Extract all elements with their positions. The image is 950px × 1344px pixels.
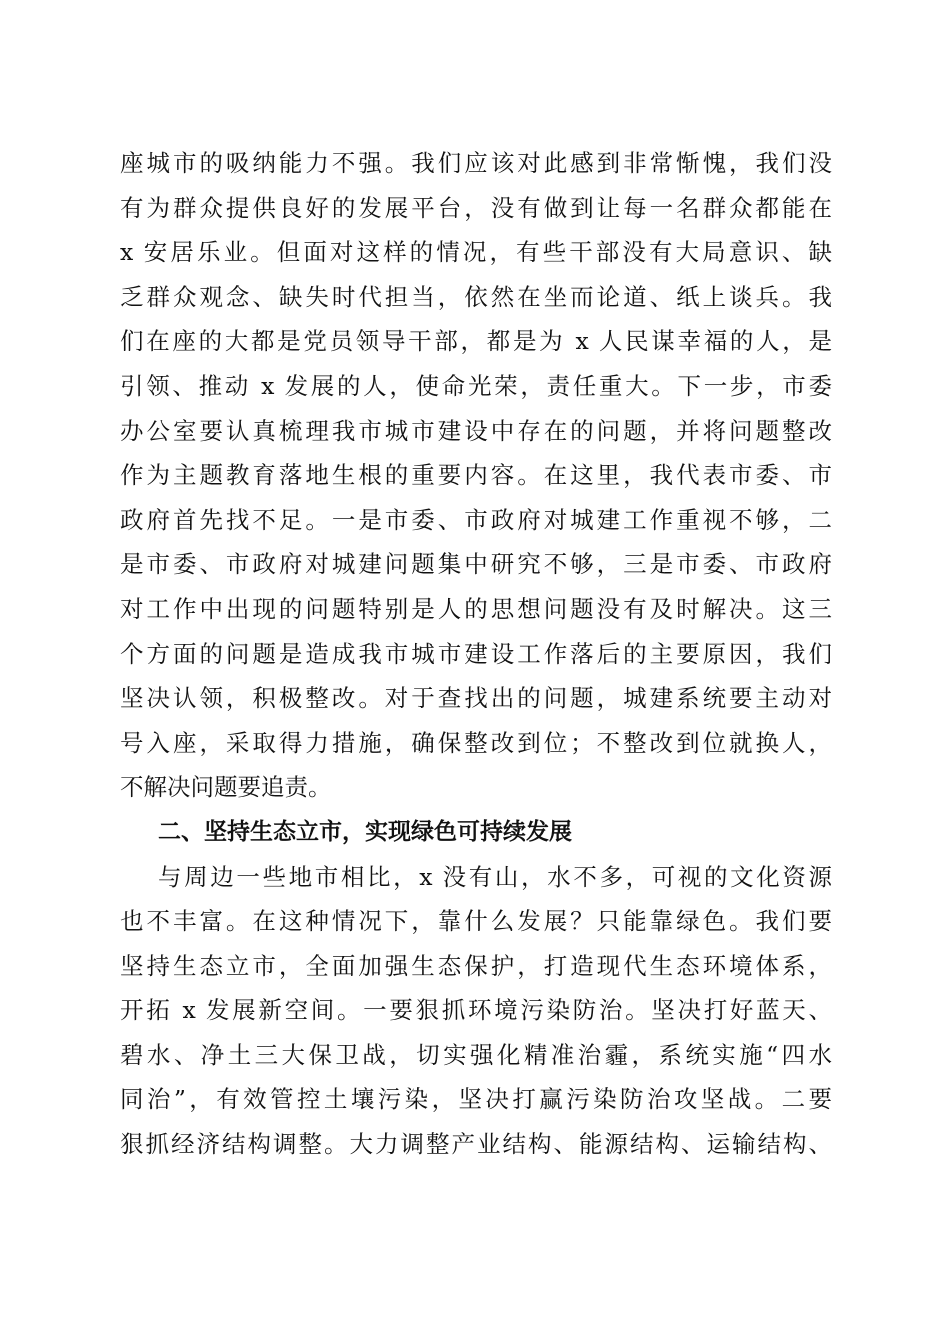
paragraph-2-line: 碧水、净土三大保卫战，切实强化精准治霾，系统实施“四水 — [120, 1040, 832, 1069]
paragraph-1-line: 不解决问题要追责。 — [120, 773, 332, 802]
paragraph-1-line: 座城市的吸纳能力不强。我们应该对此感到非常惭愧，我们没 — [120, 149, 832, 177]
paragraph-1-line: 政府首先找不足。一是市委、市政府对城建工作重视不够，二 — [120, 505, 832, 534]
paragraph-2-line: 坚持生态立市，全面加强生态保护，打造现代生态环境体系， — [120, 951, 832, 980]
paragraph-1-line: x 安居乐业。但面对这样的情况，有些干部没有大局意识、缺 — [120, 238, 832, 267]
paragraph-2-line: 狠抓经济结构调整。大力调整产业结构、能源结构、运输结构、 — [120, 1130, 832, 1159]
paragraph-1-line: 们在座的大都是党员领导干部，都是为 x 人民谋幸福的人，是 — [120, 327, 832, 356]
paragraph-2-line: 与周边一些地市相比，x 没有山，水不多，可视的文化资源 — [158, 862, 832, 891]
paragraph-1-line: 引领、推动 x 发展的人，使命光荣，责任重大。下一步，市委 — [120, 371, 832, 400]
paragraph-1-line: 作为主题教育落地生根的重要内容。在这里，我代表市委、市 — [120, 461, 832, 490]
paragraph-1-line: 是市委、市政府对城建问题集中研究不够，三是市委、市政府 — [120, 550, 832, 579]
paragraph-2-line: 开拓 x 发展新空间。一要狠抓环境污染防治。坚决打好蓝天、 — [120, 996, 832, 1025]
paragraph-2-line: 同治”，有效管控土壤污染，坚决打赢污染防治攻坚战。二要 — [120, 1085, 832, 1114]
paragraph-1-line: 坚决认领，积极整改。对于查找出的问题，城建系统要主动对 — [120, 684, 832, 713]
paragraph-1-line: 号入座，采取得力措施，确保整改到位；不整改到位就换人， — [120, 728, 832, 757]
paragraph-1 — [120, 141, 832, 810]
document-body — [120, 141, 832, 1167]
paragraph-2-line: 也不丰富。在这种情况下，靠什么发展？只能靠绿色。我们要 — [120, 907, 832, 936]
paragraph-1-line: 有为群众提供良好的发展平台，没有做到让每一名群众都能在 — [120, 193, 832, 222]
paragraph-1-line: 对工作中出现的问题特别是人的思想问题没有及时解决。这三 — [120, 594, 832, 623]
paragraph-1-line: 乏群众观念、缺失时代担当，依然在坐而论道、纸上谈兵。我 — [120, 282, 832, 311]
paragraph-1-line: 办公室要认真梳理我市城市建设中存在的问题，并将问题整改 — [120, 416, 832, 445]
paragraph-2 — [120, 855, 832, 1167]
paragraph-1-line: 个方面的问题是造成我市城市建设工作落后的主要原因，我们 — [120, 639, 832, 668]
section-heading: 二、坚持生态立市，实现绿色可持续发展 — [158, 818, 572, 845]
